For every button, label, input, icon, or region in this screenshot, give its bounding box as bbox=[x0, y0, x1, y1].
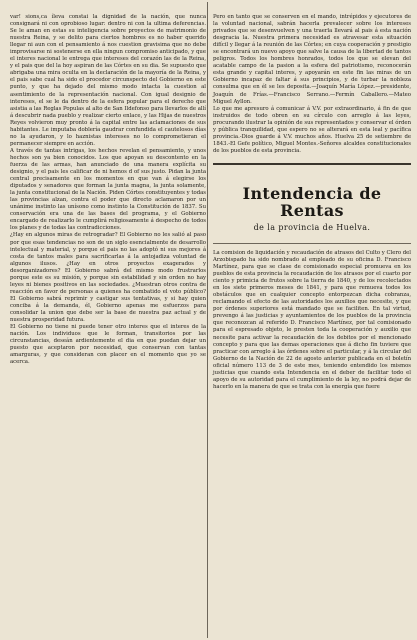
right-paragraph: Pero en tanto que se conserven en el mando, intrépidos y ejecutores de la voluntad nacional, sabrán hacerla prevalecer sobre los intereses privados que se desenvuelven y una traerla llevará al pais á esta nación desgracia la. Nuestra primera necesidad es atravesar esta situación difícil y llegar á la reunión de las Córtes; en cuya cooperación y prestigio se encontrará un nuevo apoyo que salve la causa de la libertad de tantos peligros. Todos los hombres honrados, todos los que se elevan del acatable campo de la pasion a la esfera del patriotismo, reconocerán esta grande y capital interes, y apoyarán en este fin las miras de un Gobierno incapaz de faltar á sus principios, y de turbar la nobleza consulma que en él se les deposita.—Joaquín María López.—presidente, Joaquín de Frías.—Francisco Serrano.—Fermín Caballero.—Mateo Miguel Ayllon. bbox=[213, 14, 411, 105]
column-divider bbox=[207, 2, 208, 638]
left-column bbox=[10, 14, 206, 366]
section-title: Intendencia de Rentas bbox=[242, 183, 382, 220]
section-divider bbox=[213, 163, 411, 165]
left-paragraph: A través de tantas intrigas, los hechos revelan el pensamiento, y unos hechos son ya bien conocidos. Los que apoyan su descontento en la fuerza de las armas, han anunciado de una manera explícita su designio, y el pais les calificar de ni hemos d of sus justo. Pidan la junta central precisamente en los momentos en que van á elegirse los diputados y senadores que forman la junta magna, la junta solamente, la junta constitucional de la Nación. Piden Córtes constituyentes y todas las provincias alzan, contra el poder que directo aclamaron por un unánime instinto las unísono como instinto la Constitución de 1837. Su conservación era una de las bases del programa, y el Gobierno encargado de realizarlo le cumplirá religiosamente á despecho de todos los planes y de todas las contradicciones. bbox=[10, 147, 206, 232]
right-paragraph: La comision de liquidación y recaudación de atrasos del Culto y Clero del Arzobispado ha sido nombrado al empleado de su oficina D. Francisco Martínez, para que se clase de comisionado especial promueva en los pueblos de esta provincia la recaudación de los atrasos por el cuarto por ciento y primicia de frutos sobre la tierra de 1840, y de los recolectados en los siete primeros meses de 1841, y para que remueva todos los obstáculos que en cualquier concepto entorpezcan dicha cobranza, reclamando el efecto de las autoridades los auxilios que necesite, y que por órdenes superiores está mandado que se faciliten. En tal virtud, prevengo á las justicias y ayuntamientos de los pueblos de la provincia que reconozcan al referido D. Francisco Martínez, por tal comisionado para el espresado objeto, le presten toda la cooperación y auxilio que necesite para activar la recaudación de los debitos por el mencionado concepto y para que las demas operaciones que á dicho fin tuviere que practicar con arreglo á las órdenes sobre el particular, y á la circular del Gobierno de la Nación de 22 de agosto anterior publicada en el boletín oficial número 113 de 3 de este mes, teniendo entendido los mismos justicias que cuando esta Intendencia en el deber de facilitar todo el apoyo de su autoridad para el cumplimiento de la ley, no podrá dejar de hacerlo en la manera de que se trata con la energía que fuere bbox=[213, 249, 411, 390]
left-paragraph: ¿Hay en algunos miras de retrogradar? El Gobierno no les salió al paso por que esas tendencias no son de un siglo esencialmente de desarrollo intelectual y material, y porque el pais no las adoptó ni sus mejores á costa de tantos males para sacrificarlas á la antojadiza voluntad de algunos ilusos. ¿Hay en otros proyectos exagerados y desorganizadores? El Gobierno sabrá del mismo modo frustrarlos porque este es su misión, y porque sin estabilidad y sin orden no hay leyes ni bienes positivos en las sociedades. ¿Muestran otros contra de reacción en favor de personas a quienes ha combatido el voto público? El Gobierno sabrá reprimir y castigar sus tentativas, y si hay quien conciba á la demanda, él, Gobierno apenas me esfuerzos para consolidar la union que debe ser la base de nuestra paz actual y de nuestra prosperidad futura. bbox=[10, 232, 206, 324]
right-column bbox=[213, 14, 411, 391]
left-paragraph: var! sions,ca íleva constai la dignidad de la nación, que nunca consignará ni con oprobioso lugar: dentro ni con la ultima deferencias. Se le aman en estas su inteligencia sobre proyectos de matrimonio de nuestra Reina, y se delito para ciertos hombres es no haber querido llegar ni aun con el pensamiento á nos cuestion gravisima que no debe improvisarse ni sostenerse en ella ningun compromiso anticipado, y que el interes nacional le entrega que intereses del corazón las de la Reina, y el pais que del la hoy aspiran de las Córtes en su dia. Se supuesto que abrigaba una mira oculta en la declaración de la mayoría de la Reina, y el pais sabe cual ha sido el procedor circunspecto del Gobierno en este punto, y que ha dejado del mismo modo intacta la cuestion al asentimiento de la representación nacional. Con igual designio de intereses, el se le da dentro de la esfera popular para el derecho que asistia a las Reglas Populas al alto de San Ildefonso para llevarlos de allí á descubrir nada pueblo y realizar cierto enlace, y las Hijas de nuestros Reyes volvieron muy pronto á la capital entre las aclamaciones de sus habitantes. Le imputaba doblería gaudrar confundida el cautelosos días no la ayudaron, y lo haznistas intereses no lo comprometieran el permanecer siempre en acción. bbox=[10, 14, 206, 147]
section-subtitle: de la provincia de Huelva. bbox=[253, 222, 371, 232]
right-paragraph: Lo que me apresuro á comunicar á V.V. por extraordinario, á fin de que instruidos de todo obren en su círculo con arreglo á las leyes, procurando ilustrar la opinión de sus representados y conservar el órden y pública tranquilidad, que espero no se alterará en esta leal y pacífica provincia.-Dios guarde á V.V. muchos años. Huelva 25 de setiembre de 1843.-El Gefe político, Miguel Montes.-Señores alcaldes constitucionales de los pueblos de esta provincia. bbox=[213, 105, 411, 154]
left-paragraph: El Gobierno no tiene ni puede tener otro interes que el interes de la nación. Los individuos que le forman, transitorios por las circunstancias, deseán ardientemente el dia en que puedan dejar un puesto que aceptaron por necesidad, que conservan con tantas amarguras, y que consideran con placer en el momento que yo se acerca. bbox=[10, 324, 206, 366]
